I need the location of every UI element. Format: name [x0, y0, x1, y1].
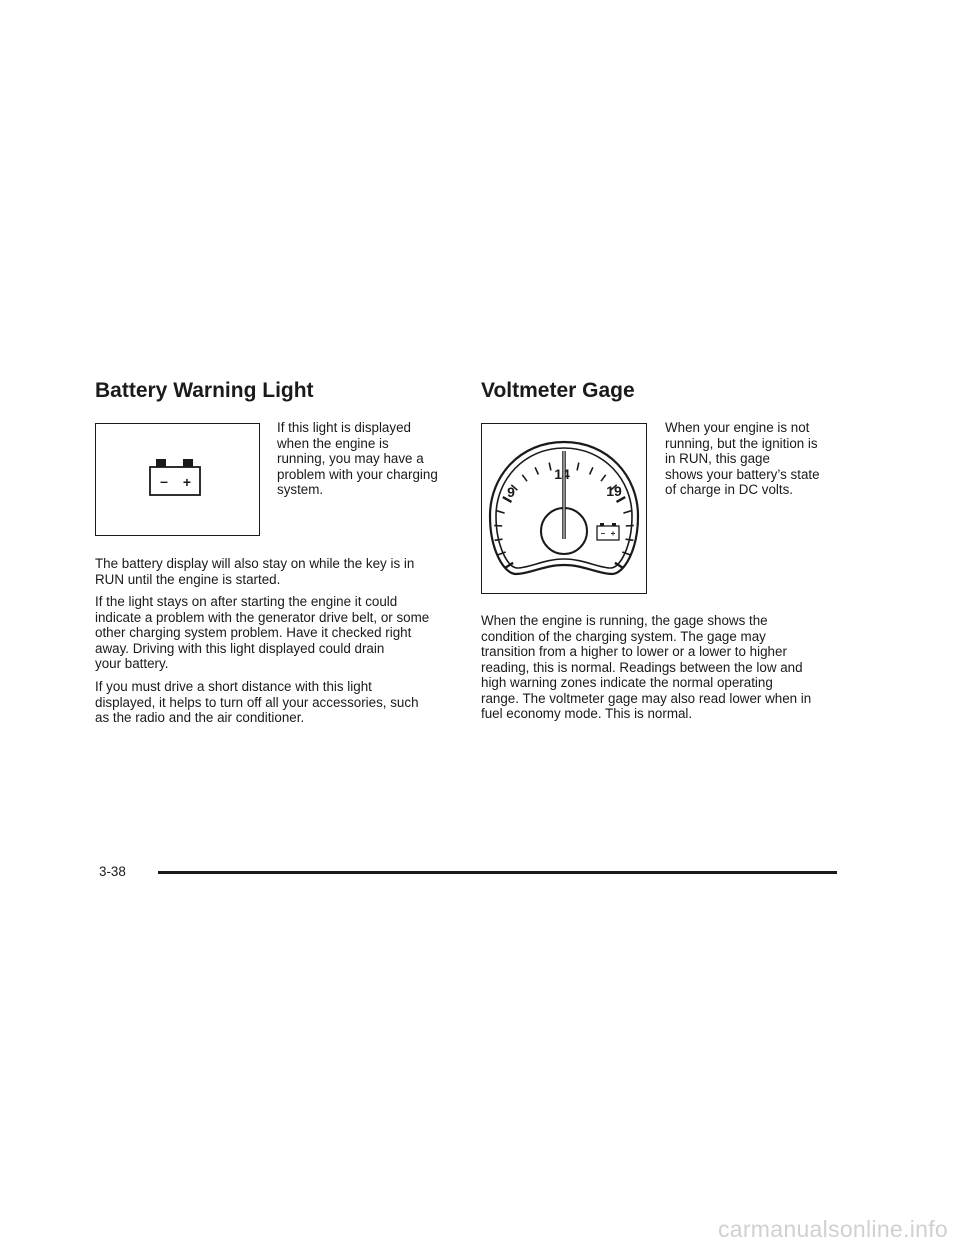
battery-paragraph-3: If you must drive a short distance with this light displayed, it helps to turn off all your accessories, such as the radio and the air conditioner.: [95, 679, 419, 725]
gauge-tick: [494, 525, 502, 526]
gauge-label-high: 19: [606, 483, 622, 499]
watermark: carmanualsonline.info: [717, 1216, 948, 1242]
battery-icon: [96, 424, 261, 537]
battery-paragraph-2: If the light stays on after starting the engine it could indicate a problem with the generator drive belt, or some other charging system problem. Have it checked right away. Driving with this light displayed could drain your battery.: [95, 594, 430, 671]
battery-warning-light-heading: Battery Warning Light: [95, 379, 314, 402]
gauge-label-mid: 14: [554, 466, 570, 482]
gauge-battery-plus: +: [610, 529, 616, 538]
voltmeter-figure: [481, 423, 647, 594]
voltmeter-gage-heading: Voltmeter Gage: [481, 379, 635, 402]
voltmeter-paragraph: When the engine is running, the gage shows the condition of the charging system. The gage may transition from a higher to lower or a lower to higher reading, this is normal. Readings between the low and high warning zones indicate the normal operating range. The voltmeter gage may also read lower when in fuel economy mode. This is normal.: [481, 613, 812, 721]
battery-paragraph-1: The battery display will also stay on while the key is in RUN until the engine is started.: [95, 556, 415, 587]
gauge-battery-symbol: [597, 523, 619, 540]
battery-warning-figure: [95, 423, 260, 536]
battery-minus-symbol: –: [160, 473, 168, 489]
voltmeter-intro-text: When your engine is not running, but the ignition is in RUN, this gage shows your battery’s state of charge in DC volts.: [665, 420, 820, 497]
gauge-battery-minus: –: [600, 529, 606, 538]
gauge-label-low: 9: [507, 484, 515, 500]
voltmeter-gauge-icon: [482, 424, 648, 595]
footer-rule: [158, 871, 837, 874]
gauge-tick: [495, 539, 503, 540]
gauge-tick: [626, 539, 634, 540]
battery-plus-symbol: +: [182, 474, 192, 490]
gauge-tick: [626, 525, 634, 526]
battery-intro-text: If this light is displayed when the engine is running, you may have a problem with your charging system.: [277, 420, 438, 497]
page-number: 3-38: [99, 864, 126, 879]
